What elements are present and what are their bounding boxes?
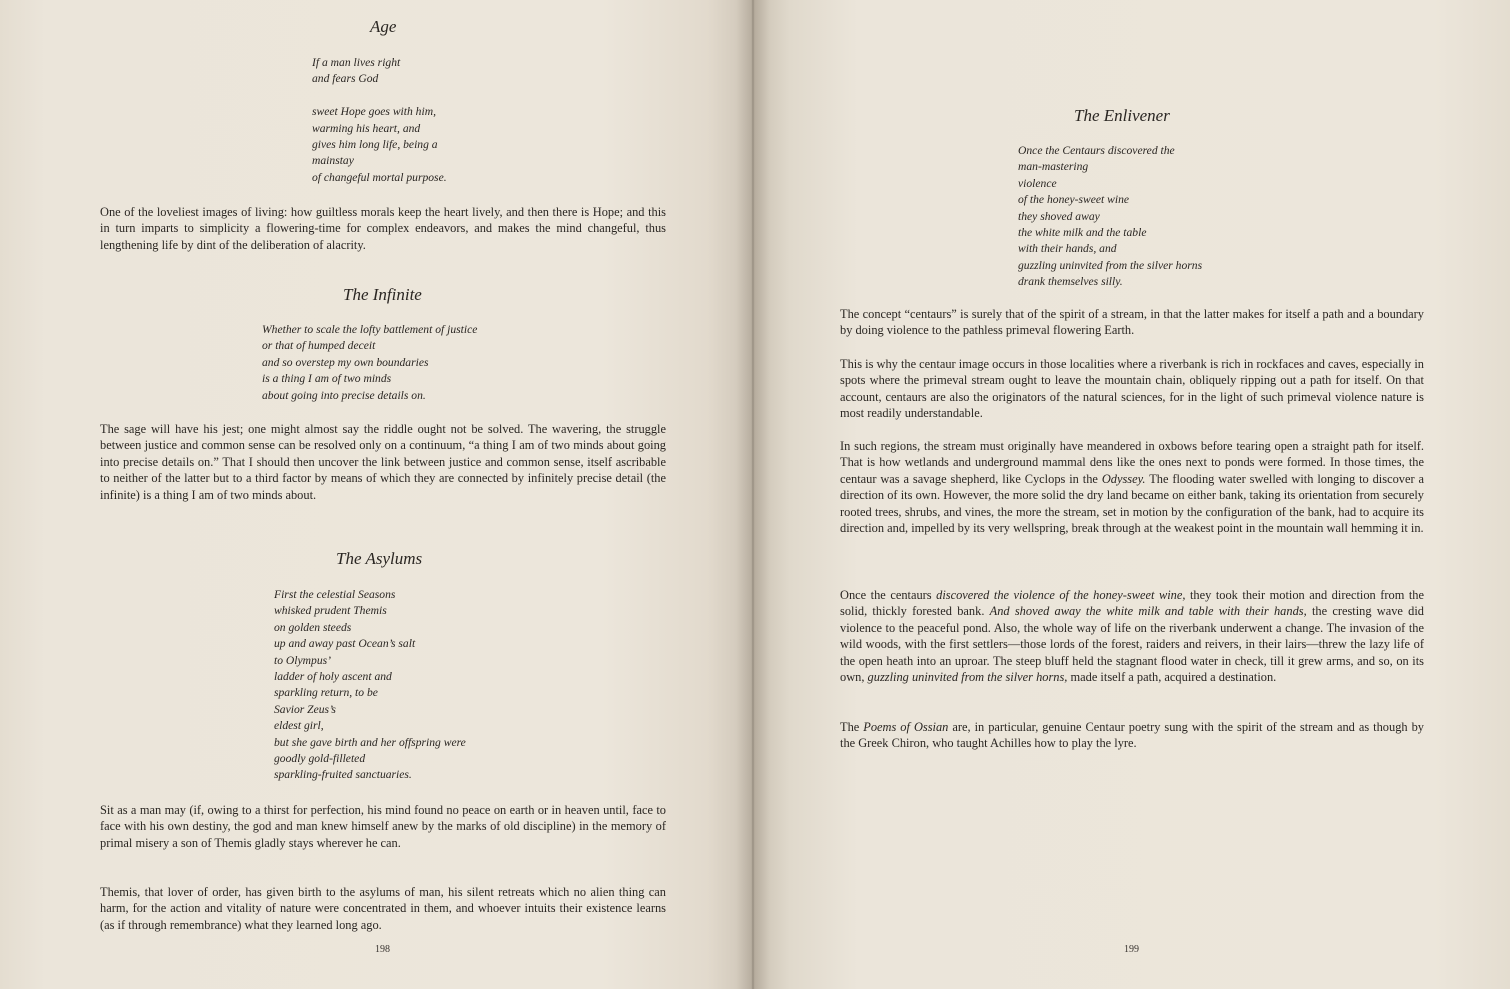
verse-line: the white milk and the table — [1018, 225, 1147, 239]
verse-line: sparkling return, to be — [274, 686, 378, 700]
verse-line: about going into precise details on. — [262, 388, 426, 402]
verse-line: on golden steeds — [274, 620, 352, 634]
verse-line: goodly gold-filleted — [274, 751, 366, 765]
section-title-infinite: The Infinite — [343, 285, 422, 304]
prose-enlivener-4 — [840, 587, 1424, 685]
verse-asylums — [274, 587, 466, 784]
verse-line: drank themselves silly. — [1018, 275, 1123, 289]
verse-line: to Olympus’ — [274, 653, 331, 667]
prose-enlivener-2: This is why the centaur image occurs in those localities where a riverbank is rich in rockfaces and caves, especially in spots where the primeval stream ought to leave the mountain chain, obliquely ripping out a path for itself. On that account, centaurs are also the originators of the natural sciences, for in the light of such primeval violence nature is most readily understandable. — [840, 357, 1424, 421]
verse-line: mainstay — [312, 154, 354, 168]
verse-line: and fears God — [312, 72, 379, 86]
verse-line: sparkling-fruited sanctuaries. — [274, 768, 412, 782]
verse-line: whisked prudent Themis — [274, 604, 387, 618]
text-run: made itself a path, acquired a destination. — [1067, 670, 1277, 685]
verse-line: Once the Centaurs discovered the — [1018, 144, 1175, 157]
book-gutter — [736, 0, 770, 989]
text-run: the cresting wave did violence to the peaceful pond. Also, the whole way of life on the riverbank underwent a change. The invasion of the wild woods, with the first settlers—those lords of the forest, raiders and reivers, in their lairs—threw the lazy life of the open heath into an uproar. The steep bluff held the stagnant flood water in check, till it grew arms, and so, on its own, — [840, 604, 1424, 685]
verse-line: man-mastering — [1018, 160, 1089, 174]
verse-line: Whether to scale the lofty battlement of justice — [262, 323, 478, 336]
verse-line: up and away past Ocean’s salt — [274, 637, 416, 651]
verse-line: sweet Hope goes with him, — [312, 105, 436, 119]
prose-enlivener-5 — [840, 719, 1424, 752]
prose-asylums-2: Themis, that lover of order, has given birth to the asylums of man, his silent retreats which no alien thing can harm, for the action and vitality of nature were concentrated in them, and whoever intuits their existence learns (as if through remembrance) what they learned long ago. — [100, 885, 666, 932]
verse-line: eldest girl, — [274, 719, 324, 733]
text-run: The — [840, 720, 864, 734]
verse-line: gives him long life, being a — [312, 137, 438, 151]
right-page — [752, 0, 1510, 989]
italic-run: discovered the violence of the honey-sweet wine, — [936, 588, 1186, 602]
verse-line: of changeful mortal purpose. — [312, 170, 447, 184]
text-run: In such regions, the stream must originally have meandered in oxbows before tearing open a straight path for itself. That is how wetlands and underground mammal dens like the ones next to ponds were formed. In those times, the centaur was a savage shepherd, like Cyclops in the — [840, 439, 1424, 486]
verse-line: First the celestial Seasons — [274, 588, 396, 601]
verse-line: is a thing I am of two minds — [262, 372, 392, 386]
left-page — [0, 0, 752, 989]
section-title-asylums: The Asylums — [336, 549, 423, 568]
text-run: Once the centaurs — [840, 588, 937, 602]
page-number-right: 199 — [1124, 944, 1139, 955]
verse-line: warming his heart, and — [312, 121, 421, 135]
prose-enlivener-3 — [840, 438, 1424, 536]
verse-line: they shoved away — [1018, 209, 1100, 223]
verse-line: guzzling uninvited from the silver horns — [1018, 258, 1203, 272]
italic-run: And shoved away the white milk and table with their hands, — [989, 604, 1307, 619]
verse-line: If a man lives right — [312, 56, 401, 69]
prose-asylums-1: Sit as a man may (if, owing to a thirst for perfection, his mind found no peace on earth or in heaven until, face to face with his own destiny, the god and man knew himself anew by the marks of old discipline) in the memory of primal misery a son of Themis gladly stays wherever he can. — [100, 803, 666, 850]
verse-line: with their hands, and — [1018, 242, 1117, 256]
italic-run: Odyssey. — [1101, 471, 1146, 486]
prose-age: One of the loveliest images of living: how guiltless morals keep the heart lively, and then there is Hope; and this in turn imparts to simplicity a flowering-time for complex endeavors, and makes the mind changeful, thus lengthening life by dint of the deliberation of alacrity. — [100, 205, 666, 252]
verse-line: violence — [1018, 176, 1057, 190]
section-title-enlivener: The Enlivener — [1074, 106, 1170, 125]
prose-enlivener-1: The concept “centaurs” is surely that of the spirit of a stream, in that the latter makes for itself a path and a boundary by doing violence to the pathless primeval flowering Earth. — [840, 307, 1424, 338]
verse-line: of the honey-sweet wine — [1018, 193, 1130, 207]
text-run: they took their motion and direction from the solid, thickly forested bank. — [840, 588, 1424, 619]
verse-infinite — [262, 322, 477, 404]
text-run: The flooding water swelled with longing to discover a direction of its own. However, the more solid the dry land became on either bank, taking its orientation from securely rooted trees, shrubs, and vines, the more the stream, set in motion by the configuration of the bank, had to acquire its direction and, impelled by its very wellspring, break through at the weakest point in the mountain wall hemming it in. — [840, 471, 1424, 536]
page-number-left: 198 — [375, 944, 390, 955]
verse-line: Savior Zeus’s — [274, 702, 336, 716]
text-run: are, in particular, genuine Centaur poetry sung with the spirit of the stream and as though by the Greek Chiron, who taught Achilles how to play the lyre. — [840, 720, 1424, 751]
prose-infinite: The sage will have his jest; one might almost say the riddle ought not be solved. The wavering, the struggle between justice and common sense can be resolved only on a continuum, “a thing I am of two minds about going into precise details on.” That I should then uncover the link between justice and common sense, itself ascribable to neither of the latter but to a third factor by means of which they are connected by infinitely precise detail (the infinite) is a thing I am of two minds about. — [100, 422, 666, 502]
verse-line: ladder of holy ascent and — [274, 669, 392, 683]
verse-line: or that of humped deceit — [262, 339, 376, 353]
verse-enlivener — [1018, 143, 1202, 291]
italic-run: guzzling uninvited from the silver horns, — [867, 670, 1068, 685]
verse-line — [312, 88, 447, 104]
section-title-age: Age — [370, 17, 397, 36]
italic-run: Poems of Ossian — [863, 720, 949, 734]
verse-line: but she gave birth and her offspring were — [274, 735, 466, 749]
verse-line: and so overstep my own boundaries — [262, 355, 429, 369]
verse-age — [312, 55, 447, 186]
